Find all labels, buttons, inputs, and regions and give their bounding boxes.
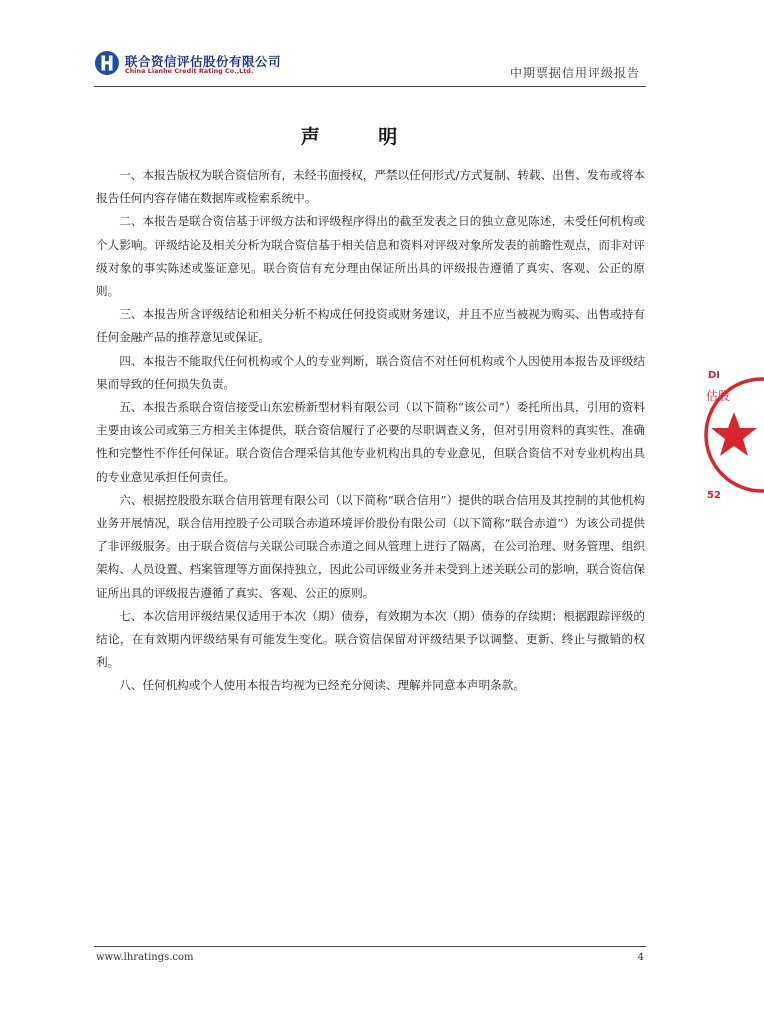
lianhe-logo-icon bbox=[94, 50, 120, 76]
statement-paragraph-4: 四、本报告不能取代任何机构或个人的专业判断，联合资信不对任何机构或个人因使用本报告及评级结果而导致的任何损失负责。 bbox=[96, 353, 645, 391]
seal-stamp bbox=[704, 360, 731, 510]
page-title: 声 明 bbox=[300, 126, 424, 148]
seal-stamp-icon bbox=[704, 360, 764, 510]
header-divider bbox=[94, 86, 646, 87]
statement-paragraph-3: 三、本报告所含评级结论和相关分析不构成任何投资或财务建议，并且不应当被视为购买、出售或持有任何金融产品的推荐意见或保证。 bbox=[96, 307, 645, 345]
page-header bbox=[94, 50, 646, 86]
statement-paragraph-7: 七、本次信用评级结果仅适用于本次（期）债券，有效期为本次（期）债券的存续期；根据跟踪评级的结论，在有效期内评级结果有可能发生变化。联合资信保留对评级结果予以调整、更新、终止与撤销的权利。 bbox=[96, 608, 645, 670]
page-number: 4 bbox=[637, 952, 644, 963]
statement-body bbox=[96, 164, 645, 698]
statement-paragraph-5: 五、本报告系联合资信接受山东宏桥新型材料有限公司（以下简称“该公司”）委托所出具，引用的资料主要由该公司或第三方相关主体提供，联合资信履行了必要的尽职调查义务，但对引用资料的真实性、准确性和完整性不作任何保证。联合资信合理采信其他专业机构出具的专业意见，但联合资信不对专业机构出具的专业意见承担任何责任。 bbox=[96, 400, 645, 484]
seal-text-bottom: 52 bbox=[707, 490, 721, 501]
statement-paragraph-2: 二、本报告是联合资信基于评级方法和评级程序得出的截至发表之日的独立意见陈述，未受任何机构或个人影响。评级结论及相关分析为联合资信基于相关信息和资料对评级对象所发表的前瞻性观点，而非对评级对象的事实陈述或鉴证意见。联合资信有充分理由保证所出具的评级报告遵循了真实、客观、公正的原则。 bbox=[96, 214, 645, 299]
statement-paragraph-8: 八、任何机构或个人使用本报告均视为已经充分阅读、理解并同意本声明条款。 bbox=[119, 678, 525, 693]
statement-paragraph-6: 六、根据控股股东联合信用管理有限公司（以下简称“联合信用”）提供的联合信用及其控制的其他机构业务开展情况，联合信用控股子公司联合赤道环境评价股份有限公司（以下简称“联合赤道”）为该公司提供了非评级服务。由于联合资信与关联公司联合赤道之间从管理上进行了隔离，在公司治理、财务管理、组织架构、人员设置、档案管理等方面保持独立，因此公司评级业务并未受到上述关联公司的影响，联合资信保证所出具的评级报告遵循了真实、客观、公正的原则。 bbox=[96, 492, 645, 600]
seal-text-top: DI bbox=[708, 370, 721, 381]
footer-divider bbox=[94, 946, 646, 947]
statement-paragraph-1: 一、本报告版权为联合资信所有，未经书面授权，严禁以任何形式/方式复制、转载、出售、发布或将本报告任何内容存储在数据库或检索系统中。 bbox=[96, 168, 645, 206]
company-name-en: China Lianhe Credit Rating Co.,Ltd. bbox=[125, 68, 254, 75]
footer-url: www.lhratings.com bbox=[96, 952, 194, 963]
company-name-cn: 联合资信评估股份有限公司 bbox=[125, 54, 282, 69]
seal-text-mid: 估股 bbox=[706, 389, 731, 403]
report-type: 中期票据信用评级报告 bbox=[509, 66, 640, 80]
